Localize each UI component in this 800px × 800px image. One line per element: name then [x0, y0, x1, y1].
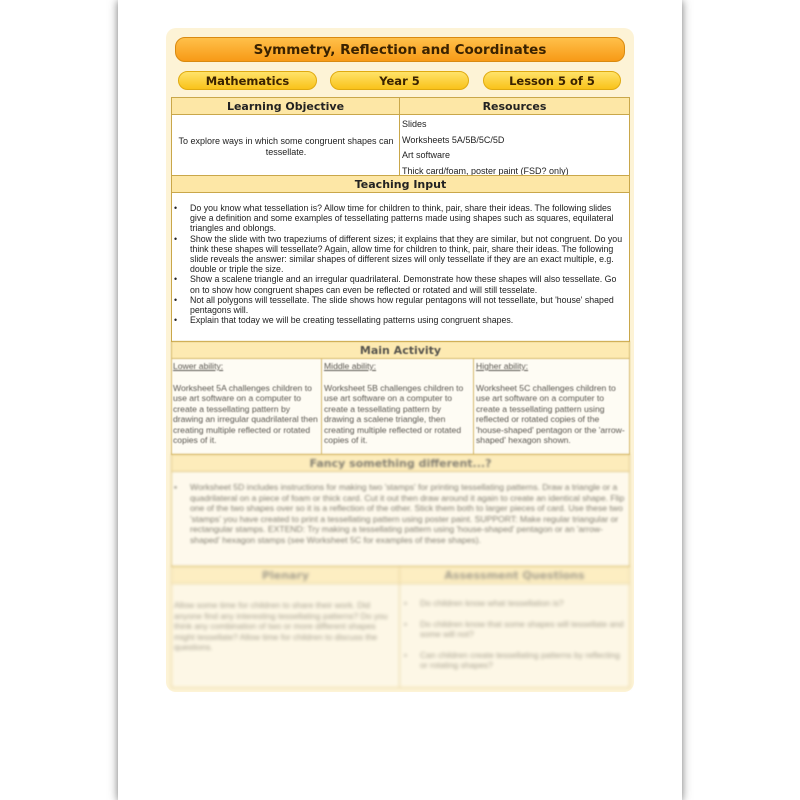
plenary-header: Plenary	[171, 566, 400, 584]
middle-ability-column	[324, 361, 472, 446]
main-activity-header: Main Activity	[171, 341, 630, 359]
teaching-input-list	[172, 203, 627, 325]
lower-ability-label: Lower ability:	[173, 361, 224, 371]
subject-pill: Mathematics	[178, 71, 317, 90]
assessment-question: • Do children know that some shapes will tessellate and some will not?	[402, 619, 624, 640]
teaching-point: • Do you know what tessellation is? Allow time for children to think, pair, share their ideas. The following slides give a definition and some examples of tessellating patterns made using shapes such as squares, equilateral triangles and oblongs.	[172, 203, 627, 234]
fancy-header: Fancy something different...?	[171, 454, 630, 472]
higher-ability-column	[476, 361, 628, 446]
higher-ability-label: Higher ability:	[476, 361, 529, 371]
lesson-number-pill: Lesson 5 of 5	[483, 71, 621, 90]
resource-item: Art software	[402, 150, 451, 160]
resources-header: Resources	[399, 97, 630, 115]
plenary-text: Allow some time for children to share their work. Did anyone find any interesting tessellating patterns? Do you think any combination of two or more different shapes might tessellate? Allow time for children to discuss the questions.	[174, 600, 388, 652]
lower-ability-text: Worksheet 5A challenges children to use art software on a computer to create a tessellating pattern by drawing an irregular quadrilateral then creating multiple reflected or rotated copies of it.	[173, 382, 318, 445]
teaching-point: • Show a scalene triangle and an irregular quadrilateral. Demonstrate how these shapes will also tessellate. Go on to show how congruent shapes can even be reflected or rotated and will still tesselate.	[172, 274, 627, 294]
year-pill: Year 5	[330, 71, 469, 90]
resource-item: Worksheets 5A/5B/5C/5D	[402, 134, 505, 145]
lower-ability-column	[173, 361, 320, 446]
learning-objective-text: To explore ways in which some congruent shapes can tessellate.	[178, 136, 394, 157]
resources-list	[402, 117, 628, 179]
teaching-point: • Not all polygons will tessellate. The slide shows how regular pentagons will not tessellate, but 'house' shaped pentagons will.	[172, 295, 627, 315]
assessment-list	[402, 598, 624, 681]
teaching-point: • Explain that today we will be creating tessellating patterns using congruent shapes.	[172, 315, 627, 325]
teaching-point: • Show the slide with two trapeziums of different sizes; it explains that they are similar, but not congruent. Do you think these shapes will tessellate? Again, allow time for children to think, pair, share their ideas. The following slide reveals the answer: similar shapes of different sizes will only tessellate if they are an exact multiple, e.g. double or triple the size.	[172, 234, 627, 275]
middle-ability-label: Middle ability:	[324, 361, 377, 371]
teaching-input-header: Teaching Input	[171, 175, 630, 193]
resource-item: Thick card/foam, poster paint (FSD? only)	[402, 165, 569, 176]
fancy-list	[172, 482, 627, 545]
middle-ability-text: Worksheet 5B challenges children to use art software on a computer to create a tessellating pattern by drawing a scalene triangle, then creating multiple reflected or rotated copies of it.	[324, 382, 464, 445]
assessment-header: Assessment Questions	[399, 566, 630, 584]
resource-item: Slides	[402, 119, 427, 129]
lesson-title: Symmetry, Reflection and Coordinates	[175, 37, 625, 62]
learning-objective-header: Learning Objective	[171, 97, 400, 115]
higher-ability-text: Worksheet 5C challenges children to use art software on a computer to create a tessellating pattern using reflected or rotated copies of the 'house-shaped' pentagon or the 'arrow-shaped' hexagon shown.	[476, 382, 625, 445]
assessment-question: • Can children create tessellating patterns by reflecting or rotating shapes?	[402, 650, 624, 671]
assessment-question: • Do children know what tessellation is?	[402, 598, 624, 609]
fancy-text: • Worksheet 5D includes instructions for making two 'stamps' for printing tessellating patterns. Draw a triangle or a quadrilateral on a piece of foam or thick card. Cut it out then draw around it again to create an identical shape. Flip one of the two shapes over so it is a reflection of the other. Stick them both to larger pieces of card. Use these two 'stamps' you have created to print a tessellating pattern using poster paint. SUPPORT: Make regular triangular or rectangular stamps. EXTEND: Try making a tessellating pattern using 'house-shaped' pentagon or an 'arrow-shaped' hexagon stamps (see Worksheet 5C for examples of these shapes).	[172, 482, 627, 545]
